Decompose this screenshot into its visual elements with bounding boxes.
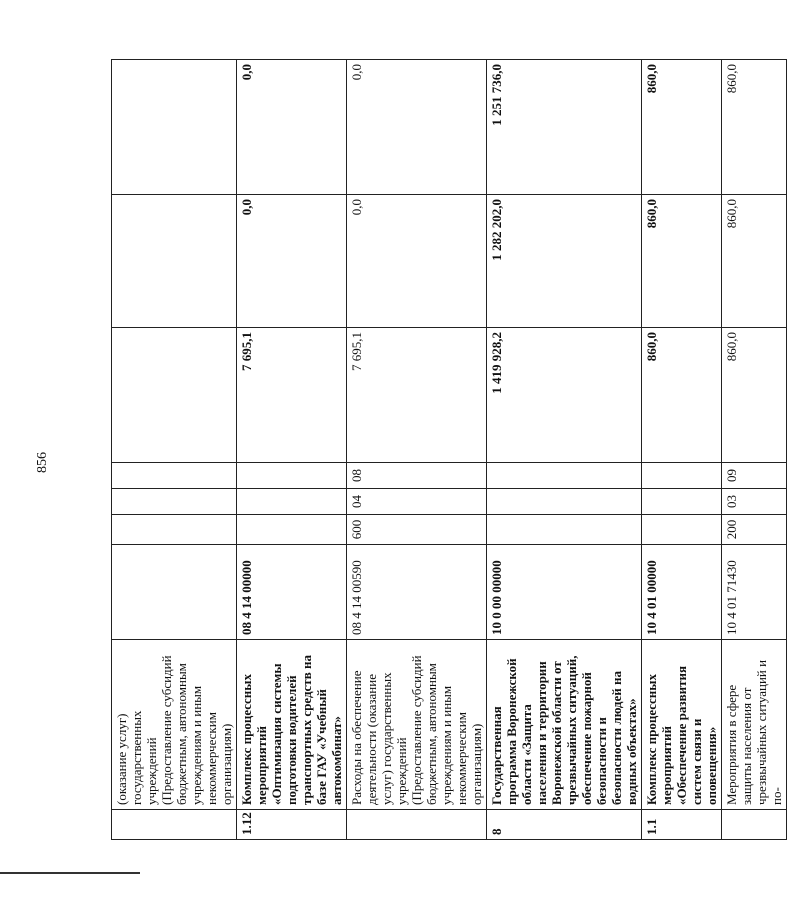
cell-year-1: 7 695,1 [237,328,347,463]
cell-number [722,810,787,840]
cell-year-2 [112,195,237,328]
cell-name: Комплекс процессных мероприятий «Оптимизация системы подготовки водителей транспортных средств на базе ГАУ «Учебный автокомбинат» [237,640,347,810]
cell-group [642,515,722,545]
cell-code: 10 4 01 00000 [642,545,722,640]
cell-group: 600 [347,515,487,545]
bottom-rule [0,872,140,874]
cell-name: Мероприятия в сфере защиты населения от чрезвычайных ситуаций и по- [722,640,787,810]
cell-year-2: 0,0 [347,195,487,328]
cell-year-3: 860,0 [722,60,787,195]
cell-year-1: 860,0 [722,328,787,463]
rotated-page-content [111,60,784,840]
cell-section: 04 [347,489,487,515]
cell-year-1 [112,328,237,463]
cell-group [237,515,347,545]
cell-subsection [487,463,642,489]
cell-name: Государственная программа Воронежской области «Защита населения и территории Воронежской области от чрезвычайных ситуаций, обеспечение пожарной безопасности и безопасности людей на водных объектах» [487,640,642,810]
cell-year-2: 0,0 [237,195,347,328]
cell-code: 10 4 01 71430 [722,545,787,640]
cell-name: (оказание услуг) государственных учреждений (Предоставление субсидий бюджетным, автономным учреждениям и иным некоммерческим организациям) [112,640,237,810]
cell-subsection [112,463,237,489]
cell-number [112,810,237,840]
cell-group: 200 [722,515,787,545]
cell-year-3 [112,60,237,195]
cell-year-1: 7 695,1 [347,328,487,463]
cell-code: 08 4 14 00000 [237,545,347,640]
cell-code [112,545,237,640]
cell-year-2: 860,0 [722,195,787,328]
table-row [347,60,487,840]
table-row [487,60,642,840]
cell-year-3: 0,0 [237,60,347,195]
cell-year-1: 860,0 [642,328,722,463]
cell-section: 03 [722,489,787,515]
budget-table [111,59,787,840]
cell-number: 1.12 [237,810,347,840]
table-row [642,60,722,840]
cell-number [347,810,487,840]
cell-number: 8 [487,810,642,840]
cell-section [642,489,722,515]
cell-name: Расходы на обеспечение деятельности (оказание услуг) государственных учреждений (Предоставление субсидий бюджетным, автономным учреждениям и иным некоммерческим организациям) [347,640,487,810]
cell-year-2: 1 282 202,0 [487,195,642,328]
cell-year-2: 860,0 [642,195,722,328]
cell-group [112,515,237,545]
cell-subsection: 08 [347,463,487,489]
cell-name: Комплекс процессных мероприятий «Обеспечение развития систем связи и оповещения» [642,640,722,810]
cell-subsection [642,463,722,489]
cell-number: 1.1 [642,810,722,840]
cell-year-3: 860,0 [642,60,722,195]
cell-group [487,515,642,545]
cell-code: 08 4 14 00590 [347,545,487,640]
cell-year-1: 1 419 928,2 [487,328,642,463]
cell-section [237,489,347,515]
cell-subsection: 09 [722,463,787,489]
cell-code: 10 0 00 00000 [487,545,642,640]
cell-section [487,489,642,515]
cell-subsection [237,463,347,489]
cell-year-3: 0,0 [347,60,487,195]
cell-section [112,489,237,515]
table-row [237,60,347,840]
page-number: 856 [35,452,50,473]
table-row [722,60,787,840]
table-row [112,60,237,840]
cell-year-3: 1 251 736,0 [487,60,642,195]
